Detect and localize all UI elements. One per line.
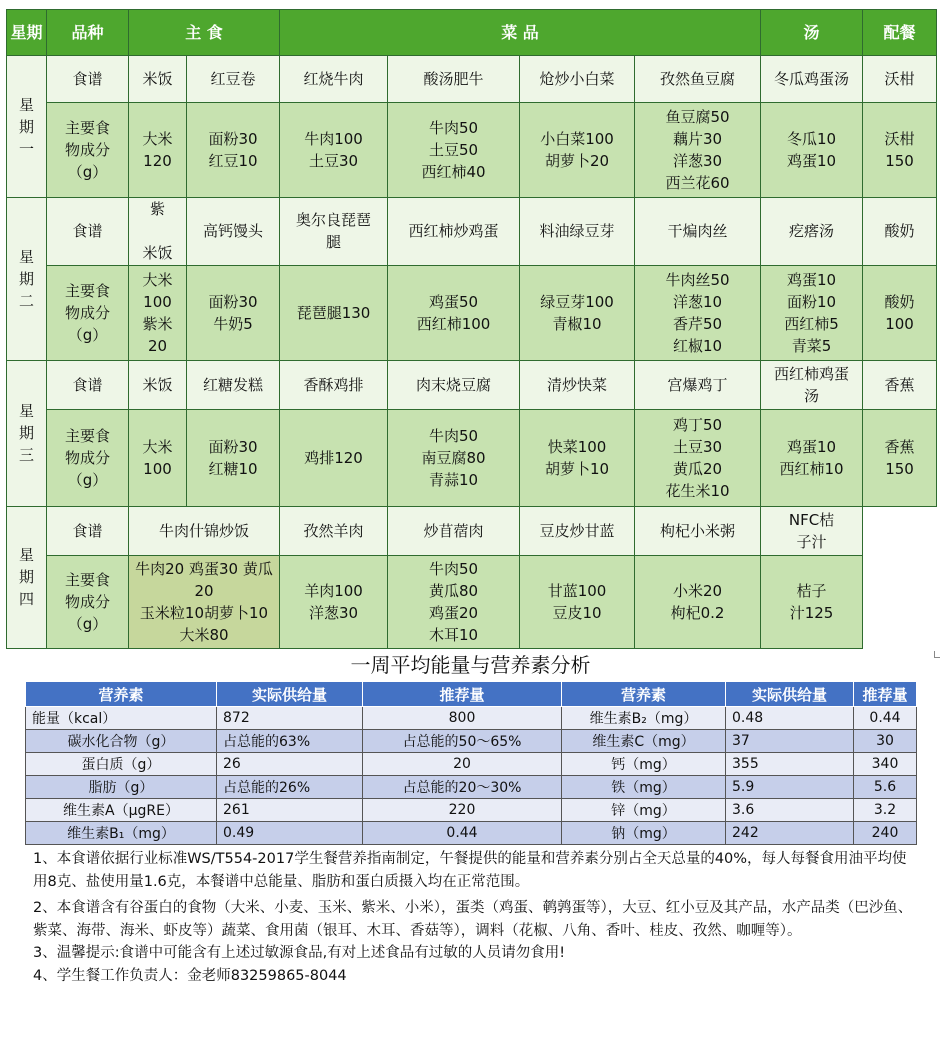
cell-line: 腿 — [326, 233, 342, 252]
cell-line: 子汁 — [796, 532, 827, 551]
cell-line: 物成分 — [64, 448, 110, 467]
analysis-title: 一周平均能量与营养素分析 — [350, 653, 591, 677]
cell-line: 西红柿鸡蛋 — [774, 364, 850, 383]
menu-dish: 疙瘩汤 — [761, 198, 863, 266]
weekly-menu-table — [6, 9, 937, 649]
menu-row — [7, 198, 937, 266]
cell-line: 鸡蛋50 — [428, 292, 479, 311]
nutrition-header: 营养素 — [562, 682, 726, 707]
nutrition-header-row — [26, 682, 917, 707]
cell-line: 二 — [18, 291, 34, 310]
recipe-label: 食谱 — [47, 506, 129, 555]
cell-line: 胡萝卜10 — [544, 459, 610, 478]
cell-line: 红豆10 — [208, 152, 258, 171]
menu-dish: 干煸肉丝 — [635, 198, 761, 266]
nutrition-cell: 0.44 — [854, 707, 917, 730]
ingredient-cell — [187, 103, 280, 198]
nutrition-header: 实际供给量 — [217, 682, 363, 707]
ingredients-label — [47, 409, 129, 506]
nutrition-cell: 维生素B₁（mg） — [26, 822, 217, 845]
ingredient-cell — [388, 409, 520, 506]
nutrition-cell: 220 — [363, 799, 562, 822]
notes — [33, 848, 913, 987]
cell-line: 香芹50 — [672, 314, 723, 333]
nutrition-analysis-table — [25, 681, 917, 845]
cell-line: 100 — [885, 314, 914, 333]
nutrition-cell: 脂肪（g） — [26, 776, 217, 799]
cell-line: （g） — [67, 163, 108, 182]
ingredient-cell — [863, 265, 937, 360]
cell-line: 西红柿100 — [416, 314, 491, 333]
menu-dish: 沃柑 — [863, 56, 937, 103]
nutrition-cell: 占总能的63% — [217, 730, 363, 753]
menu-dish: 香酥鸡排 — [280, 360, 388, 409]
nutrition-header: 营养素 — [26, 682, 217, 707]
menu-dish: 米饭 — [129, 56, 187, 103]
menu-dish: 牛肉什锦炒饭 — [129, 506, 280, 555]
cell-line: 星 — [18, 247, 34, 266]
cell-line: 星 — [18, 95, 34, 114]
cell-line: 牛肉丝50 — [665, 270, 730, 289]
nutrition-cell: 铁（mg） — [562, 776, 726, 799]
menu-dish: 西红柿炒鸡蛋 — [388, 198, 520, 266]
nutrition-cell: 0.49 — [217, 822, 363, 845]
menu-dish: 枸杞小米粥 — [635, 506, 761, 555]
ingredient-cell — [635, 409, 761, 506]
ingredient-cell — [520, 265, 635, 360]
cell-line: 洋葱10 — [672, 292, 723, 311]
nutrition-cell: 872 — [217, 707, 363, 730]
cell-line: 150 — [885, 152, 914, 171]
cell-line: 物成分 — [64, 303, 110, 322]
nutrition-cell: 30 — [854, 730, 917, 753]
cell-line: 红糖10 — [208, 459, 258, 478]
menu-dish: 肉末烧豆腐 — [388, 360, 520, 409]
menu-dish: 高钙馒头 — [187, 198, 280, 266]
cell-line: 胡萝卜20 — [544, 152, 610, 171]
menu-dish: 冬瓜鸡蛋汤 — [761, 56, 863, 103]
nutrition-row — [26, 730, 917, 753]
nutrition-cell: 242 — [726, 822, 854, 845]
cell-line: （g） — [67, 325, 108, 344]
nutrition-cell: 维生素C（mg） — [562, 730, 726, 753]
menu-header-row — [7, 10, 937, 56]
cell-line: 面粉30 — [208, 437, 258, 456]
ingredient-cell — [863, 103, 937, 198]
cell-line: 青菜5 — [791, 336, 832, 355]
cell-line: 期 — [18, 269, 34, 288]
day-label — [7, 56, 47, 198]
cell-line: 藕片30 — [672, 130, 723, 149]
cell-line: 面粉30 — [208, 292, 258, 311]
cell-line — [131, 220, 184, 242]
cell-line: 牛肉50 — [428, 560, 479, 579]
cell-line: 土豆30 — [308, 152, 359, 171]
nutrition-row — [26, 753, 917, 776]
nutrition-cell: 碳水化合物（g） — [26, 730, 217, 753]
cell-line: 主要食 — [64, 426, 110, 445]
menu-dish — [280, 198, 388, 266]
cell-line: 20 — [147, 336, 168, 355]
cell-line: 土豆50 — [428, 141, 479, 160]
note-2: 2、本食谱含有谷蛋白的食物（大米、小麦、玉米、紫米、小米），蛋类（鸡蛋、鹌鹑蛋等），大豆、红小豆及其产品，水产品类（巴沙鱼、紫菜、海带、海米、虾皮等）蔬菜、食用菌（银耳、木耳、香菇等），调料（花椒、八角、香叶、桂皮、孜然、咖喱等）。 — [33, 900, 913, 939]
nutrition-row — [26, 799, 917, 822]
nutrition-row — [26, 822, 917, 845]
ingredient-cell — [761, 556, 863, 649]
cell-line: 快菜100 — [547, 437, 607, 456]
cell-line: 洋葱30 — [672, 152, 723, 171]
note-3: 3、温馨提示:食谱中可能含有上述过敏源食品,有对上述食品有过敏的人员请勿食用! — [33, 945, 566, 961]
menu-dish: 料油绿豆芽 — [520, 198, 635, 266]
nutrition-header: 推荐量 — [854, 682, 917, 707]
menu-dish: 酸汤肥牛 — [388, 56, 520, 103]
cell-line: 西红柿40 — [421, 163, 486, 182]
menu-dish: 孜然鱼豆腐 — [635, 56, 761, 103]
cell-line: 米饭 — [142, 244, 173, 263]
menu-row — [7, 56, 937, 103]
cell-line: 甘蓝100 — [547, 582, 607, 601]
cell-line: 汁125 — [789, 604, 834, 623]
cell-line: 黄瓜20 — [672, 459, 723, 478]
cell-line: 四 — [18, 590, 34, 609]
cell-line: （g） — [67, 615, 108, 634]
nutrition-cell: 5.6 — [854, 776, 917, 799]
menu-dish: 清炒快菜 — [520, 360, 635, 409]
menu-dish: 炒苜蓿肉 — [388, 506, 520, 555]
ingredient-cell — [635, 556, 761, 649]
cell-line: 星 — [18, 546, 34, 565]
cell-line: （g） — [67, 470, 108, 489]
cell-line: 绿豆芽100 — [540, 292, 614, 311]
nutrition-row — [26, 707, 917, 730]
ingredient-cell — [761, 265, 863, 360]
cell-line: 酸奶 — [884, 292, 915, 311]
nutrition-cell: 26 — [217, 753, 363, 776]
cell-line: 青蒜10 — [428, 470, 479, 489]
ingredient-cell — [635, 265, 761, 360]
cell-line: 紫 — [149, 200, 165, 219]
cell-line: 鸡丁50 — [672, 415, 723, 434]
cell-line: 面粉10 — [786, 292, 837, 311]
cell-line: 主要食 — [64, 281, 110, 300]
header-staple: 主 食 — [129, 10, 280, 56]
cell-line: 牛肉50 — [428, 426, 479, 445]
recipe-label: 食谱 — [47, 56, 129, 103]
corner-mark — [934, 651, 940, 658]
cell-line: 120 — [143, 152, 172, 171]
nutrition-cell: 800 — [363, 707, 562, 730]
cell-line: 西红柿5 — [784, 314, 839, 333]
cell-line: 牛肉50 — [428, 119, 479, 138]
ingredient-cell — [761, 409, 863, 506]
day-label — [7, 506, 47, 648]
cell-line: 期 — [18, 568, 34, 587]
ingredients-row — [7, 409, 937, 506]
cell-line: 鸡蛋10 — [786, 152, 837, 171]
cell-line: 期 — [18, 117, 34, 136]
cell-line: 面粉30 — [208, 130, 258, 149]
nutrition-cell: 钙（mg） — [562, 753, 726, 776]
note-4: 4、学生餐工作负责人：金老师83259865-8044 — [33, 967, 347, 984]
ingredient-cell — [520, 409, 635, 506]
cell-line: 红椒10 — [672, 336, 723, 355]
note-1: 1、本食谱依据行业标准WS/T554-2017学生餐营养指南制定，午餐提供的能量和营养素分别占全天总量的40%，每人每餐食用油平均使用8克、盐使用量1.6克，本餐谱中总能量、脂肪和蛋白质摄入均在正常范围。 — [33, 851, 907, 890]
cell-line: 三 — [18, 446, 34, 465]
cell-line: 木耳10 — [428, 626, 479, 645]
nutrition-cell: 240 — [854, 822, 917, 845]
menu-dish: 红豆卷 — [187, 56, 280, 103]
nutrition-cell: 维生素B₂（mg） — [562, 707, 726, 730]
menu-dish: 宫爆鸡丁 — [635, 360, 761, 409]
ingredients-label — [47, 556, 129, 649]
cell-line: 期 — [18, 424, 34, 443]
cell-line: 西红柿10 — [779, 459, 844, 478]
menu-dish — [761, 506, 863, 555]
nutrition-cell: 3.2 — [854, 799, 917, 822]
cell-line: 桔子 — [796, 582, 827, 601]
ingredient-cell — [635, 103, 761, 198]
cell-line: 羊肉100 — [304, 582, 363, 601]
cell-line: 物成分 — [64, 593, 110, 612]
nutrition-cell: 37 — [726, 730, 854, 753]
menu-dish: 米饭 — [129, 360, 187, 409]
day-label — [7, 360, 47, 506]
cell-line: 洋葱30 — [308, 604, 359, 623]
ingredients-label — [47, 103, 129, 198]
cell-line: 玉米粒10胡萝卜10 大米80 — [139, 604, 269, 645]
header-day: 星期 — [7, 10, 47, 56]
ingredients-row — [7, 556, 937, 649]
ingredient-cell — [761, 103, 863, 198]
header-side: 配餐 — [863, 10, 937, 56]
cell-line: 西兰花60 — [665, 174, 730, 193]
cell-line: 土豆30 — [672, 437, 723, 456]
nutrition-cell: 261 — [217, 799, 363, 822]
ingredient-cell — [280, 556, 388, 649]
ingredient-cell — [280, 103, 388, 198]
ingredient-cell — [187, 265, 280, 360]
cell-line: 150 — [885, 459, 914, 478]
ingredients-row — [7, 103, 937, 198]
day-label — [7, 198, 47, 360]
menu-dish: 红糖发糕 — [187, 360, 280, 409]
cell-line: 南豆腐80 — [421, 448, 486, 467]
recipe-label: 食谱 — [47, 360, 129, 409]
menu-dish — [761, 360, 863, 409]
nutrition-cell: 5.9 — [726, 776, 854, 799]
cell-line: 沃柑 — [884, 130, 915, 149]
cell-line: 花生米10 — [665, 481, 730, 500]
cell-line: 小白菜100 — [540, 130, 614, 149]
menu-dish: 酸奶 — [863, 198, 937, 266]
cell-line: 琵琶腿130 — [296, 303, 371, 322]
ingredient-cell — [520, 103, 635, 198]
menu-dish: 豆皮炒甘蓝 — [520, 506, 635, 555]
ingredient-cell — [280, 265, 388, 360]
cell-line: 鸡排120 — [304, 448, 363, 467]
cell-line: 大米 — [142, 437, 173, 456]
ingredient-cell — [129, 409, 187, 506]
header-soup: 汤 — [761, 10, 863, 56]
ingredient-cell — [388, 103, 520, 198]
cell-line: 紫米 — [142, 314, 173, 333]
cell-line: 黄瓜80 — [428, 582, 479, 601]
cell-line: 主要食 — [64, 119, 110, 138]
cell-line: 星 — [18, 402, 34, 421]
cell-line: 鸡蛋10 — [786, 437, 837, 456]
ingredient-cell — [129, 103, 187, 198]
cell-line: 汤 — [804, 386, 820, 405]
cell-line: 一 — [18, 139, 34, 158]
ingredient-cell — [388, 556, 520, 649]
nutrition-cell: 340 — [854, 753, 917, 776]
nutrition-cell: 占总能的26% — [217, 776, 363, 799]
ingredient-cell — [520, 556, 635, 649]
nutrition-header: 实际供给量 — [726, 682, 854, 707]
cell-line: 牛肉20 鸡蛋30 黄瓜20 — [135, 560, 273, 601]
nutrition-cell: 蛋白质（g） — [26, 753, 217, 776]
ingredient-cell — [129, 556, 280, 649]
menu-row — [7, 506, 937, 555]
nutrition-cell: 0.48 — [726, 707, 854, 730]
cell-line: 大米 — [142, 270, 173, 289]
cell-line: 100 — [143, 292, 172, 311]
cell-line: 牛肉100 — [304, 130, 363, 149]
header-dishes: 菜 品 — [280, 10, 761, 56]
cell-line: 大米 — [142, 130, 173, 149]
ingredients-row — [7, 265, 937, 360]
cell-line: NFC桔 — [788, 510, 835, 529]
menu-dish: 孜然羊肉 — [280, 506, 388, 555]
nutrition-cell: 能量（kcal） — [26, 707, 217, 730]
cell-line: 青椒10 — [552, 314, 602, 333]
cell-line: 牛奶5 — [213, 314, 253, 333]
nutrition-cell: 维生素A（μgRE） — [26, 799, 217, 822]
ingredient-cell — [280, 409, 388, 506]
ingredient-cell — [187, 409, 280, 506]
nutrition-cell: 355 — [726, 753, 854, 776]
nutrition-cell: 钠（mg） — [562, 822, 726, 845]
menu-dish — [129, 198, 187, 266]
nutrition-cell: 3.6 — [726, 799, 854, 822]
menu-dish: 香蕉 — [863, 360, 937, 409]
ingredient-cell — [129, 265, 187, 360]
nutrition-cell: 锌（mg） — [562, 799, 726, 822]
cell-line: 奥尔良琵琶 — [296, 211, 372, 230]
cell-line: 鸡蛋20 — [428, 604, 479, 623]
cell-line: 冬瓜10 — [786, 130, 837, 149]
cell-line: 小米20 — [672, 582, 723, 601]
cell-line: 豆皮10 — [552, 604, 602, 623]
ingredient-cell — [388, 265, 520, 360]
ingredients-label — [47, 265, 129, 360]
cell-line: 香蕉 — [884, 437, 915, 456]
nutrition-cell: 20 — [363, 753, 562, 776]
menu-row — [7, 360, 937, 409]
nutrition-header: 推荐量 — [363, 682, 562, 707]
header-category: 品种 — [47, 10, 129, 56]
cell-line: 物成分 — [64, 141, 110, 160]
nutrition-cell: 占总能的50～65% — [363, 730, 562, 753]
nutrition-cell: 0.44 — [363, 822, 562, 845]
cell-line: 枸杞0.2 — [670, 604, 725, 623]
recipe-label: 食谱 — [47, 198, 129, 266]
menu-dish: 炝炒小白菜 — [520, 56, 635, 103]
nutrition-cell: 占总能的20～30% — [363, 776, 562, 799]
nutrition-row — [26, 776, 917, 799]
cell-line: 鱼豆腐50 — [665, 108, 730, 127]
cell-line: 鸡蛋10 — [786, 270, 837, 289]
ingredient-cell — [863, 409, 937, 506]
cell-line: 主要食 — [64, 571, 110, 590]
cell-line: 100 — [143, 459, 172, 478]
menu-dish: 红烧牛肉 — [280, 56, 388, 103]
